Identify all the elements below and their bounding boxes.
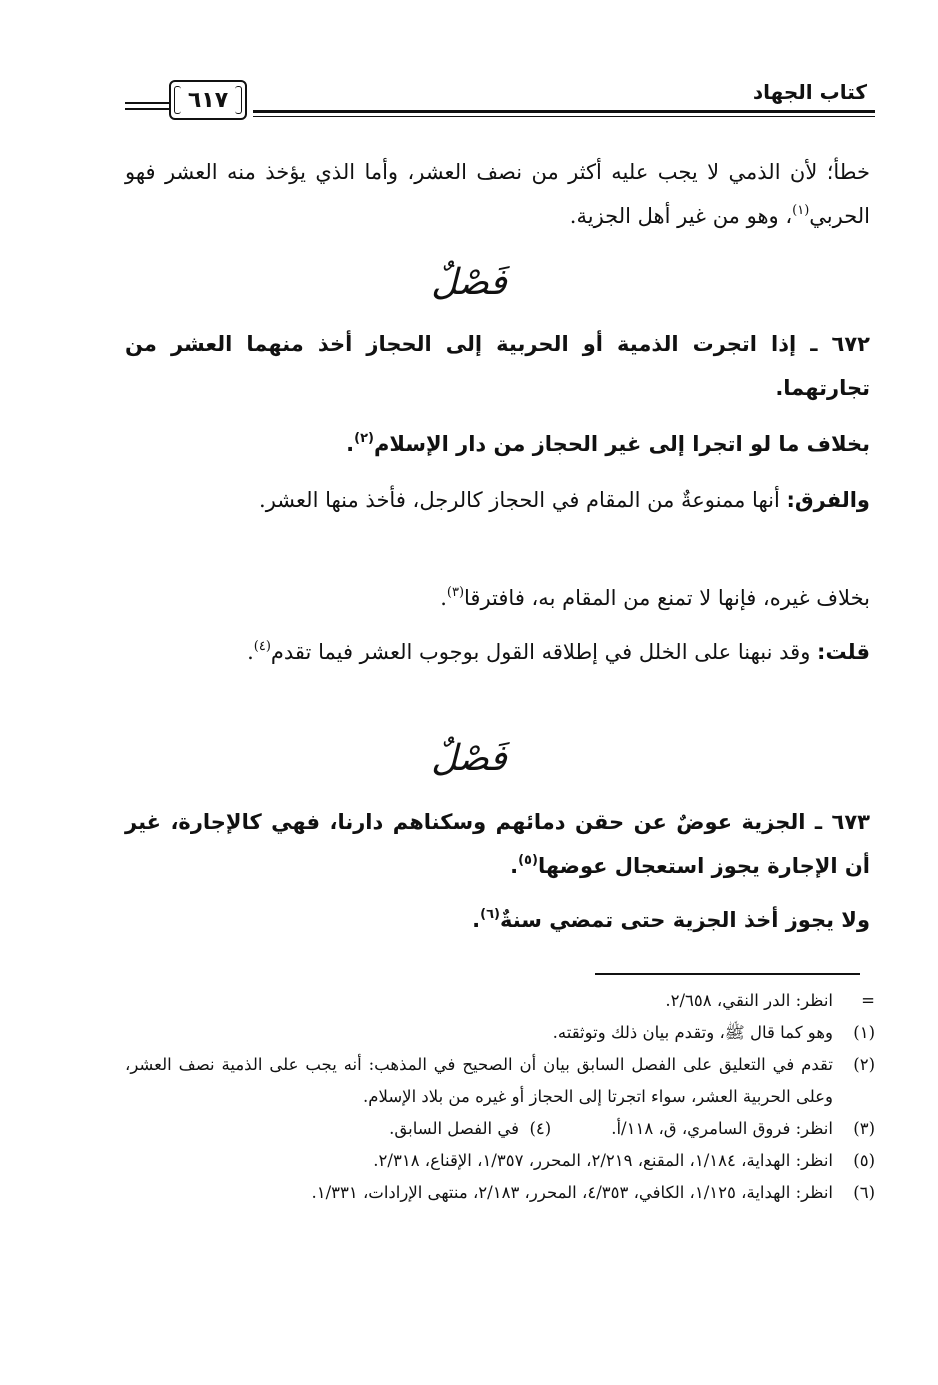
footnote-ref: (٤) [253,639,271,654]
footnote-ref: (٣) [446,585,465,600]
paragraph-text-tail: ، وهو من غير أهل الجزية. [569,204,793,228]
khilaf-paragraph [125,576,928,620]
footnote-number: = [861,991,875,1010]
contrast-text: بخلاف ما لو اتجرا إلى غير الحجاز من دار الإسلام [373,432,870,456]
footnote-text: انظر: الهداية، ١/١٨٤، المقنع، ٢/٢١٩، المحرر، ١/٣٥٧، الإقناع، ٢/٣١٨. [373,1151,833,1170]
addendum-text: ولا يجوز أخذ الجزية حتى تمضي سنةٌ [499,908,870,932]
issue-text-tail: . [510,854,519,878]
footnote-separator [595,973,860,975]
footnote-number: (١) [853,1023,875,1042]
header-rule-thin [253,116,875,117]
footnote [125,1113,875,1145]
qult-label: قلت: [817,640,870,664]
footnote [125,1017,875,1049]
footnotes [125,985,875,1209]
header-rule [253,110,875,113]
footnote-number: (٣) [853,1119,875,1138]
footnote-number: (٥) [853,1151,875,1170]
qult-paragraph [125,630,870,674]
footnote-text: وهو كما قال ﷺ، وتقدم بيان ذلك وتوثقته. [552,1023,833,1042]
issue-672-contrast [125,422,928,466]
issue-672 [125,322,870,410]
running-title: كتاب الجهاد [752,80,867,104]
contrast-text-tail: . [346,432,355,456]
issue-number: ٦٧٢ ـ [810,332,870,356]
page-number [169,80,247,120]
footnote-text: تقدم في التعليق على الفصل السابق بيان أن الصحيح في المذهب: أنه يجب على الذمية نصف العشر، وعلى الحربية العشر، سواء اتجرتا إلى الحجاز أو غيره من بلاد الإسلام. [125,1055,833,1106]
footnote-ref: (٥) [518,853,538,868]
header-rule-left-lower [125,108,169,110]
farq-label: والفرق: [786,488,870,512]
footnote [125,1049,875,1113]
footnote-ref: (٢) [354,431,374,446]
khilaf-text: بخلاف غيره، فإنها لا تمنع من المقام به، فافترقا [464,586,870,610]
footnote-ref: (٦) [480,907,500,922]
farq-paragraph [125,478,870,522]
addendum-text-tail: . [472,908,481,932]
farq-text: أنها ممنوعةٌ من المقام في الحجاز كالرجل، فأخذ منها العشر. [259,488,780,512]
footnote-number: (٤) [529,1119,552,1138]
issue-text: الجزية عوضٌ عن حقن دمائهم وسكناهم دارنا، فهي كالإجارة، غير أن الإجارة يجوز استعجال عوضها [125,810,870,878]
footnote-text: في الفصل السابق. [389,1119,519,1138]
footnote-text: انظر: الدر النقي، ٢/٦٥٨. [665,991,833,1010]
footnote-ref: (١) [792,203,810,218]
khilaf-text-tail: . [440,586,447,610]
paragraph-text: خطأ؛ لأن الذمي لا يجب عليه أكثر من نصف العشر، وأما الذي يؤخذ منه العشر فهو الحربي [125,160,870,228]
section-heading-fasl: فَصْلٌ [431,262,507,303]
page-number-text: ٦١٧ [187,87,229,113]
qult-text-tail: . [247,640,254,664]
footnote-number: (٢) [853,1055,875,1074]
section-heading-fasl-2: فَصْلٌ [431,738,507,779]
footnote-number: (٦) [853,1183,875,1202]
header-rule-left [125,102,169,104]
footnote [125,1177,875,1209]
page-header [125,70,875,130]
footnote-text: انظر: الهداية، ١/١٢٥، الكافي، ٤/٣٥٣، المحرر، ٢/١٨٣، منتهى الإرادات، ١/٣٣١. [311,1183,833,1202]
paragraph-continuation [125,150,870,238]
issue-text: إذا اتجرت الذمية أو الحربية إلى الحجاز أخذ منهما العشر من تجارتهما. [125,332,870,400]
issue-673-addendum [125,898,928,942]
footnote-text: انظر: فروق السامري، ق، ١١٨/أ. [611,1119,833,1138]
issue-673 [125,800,870,888]
issue-number: ٦٧٣ ـ [814,810,870,834]
qult-text: وقد نبهنا على الخلل في إطلاقه القول بوجوب العشر فيما تقدم [270,640,811,664]
footnote [125,1145,875,1177]
footnote [125,985,875,1017]
footnote-text-pair [125,1113,833,1145]
